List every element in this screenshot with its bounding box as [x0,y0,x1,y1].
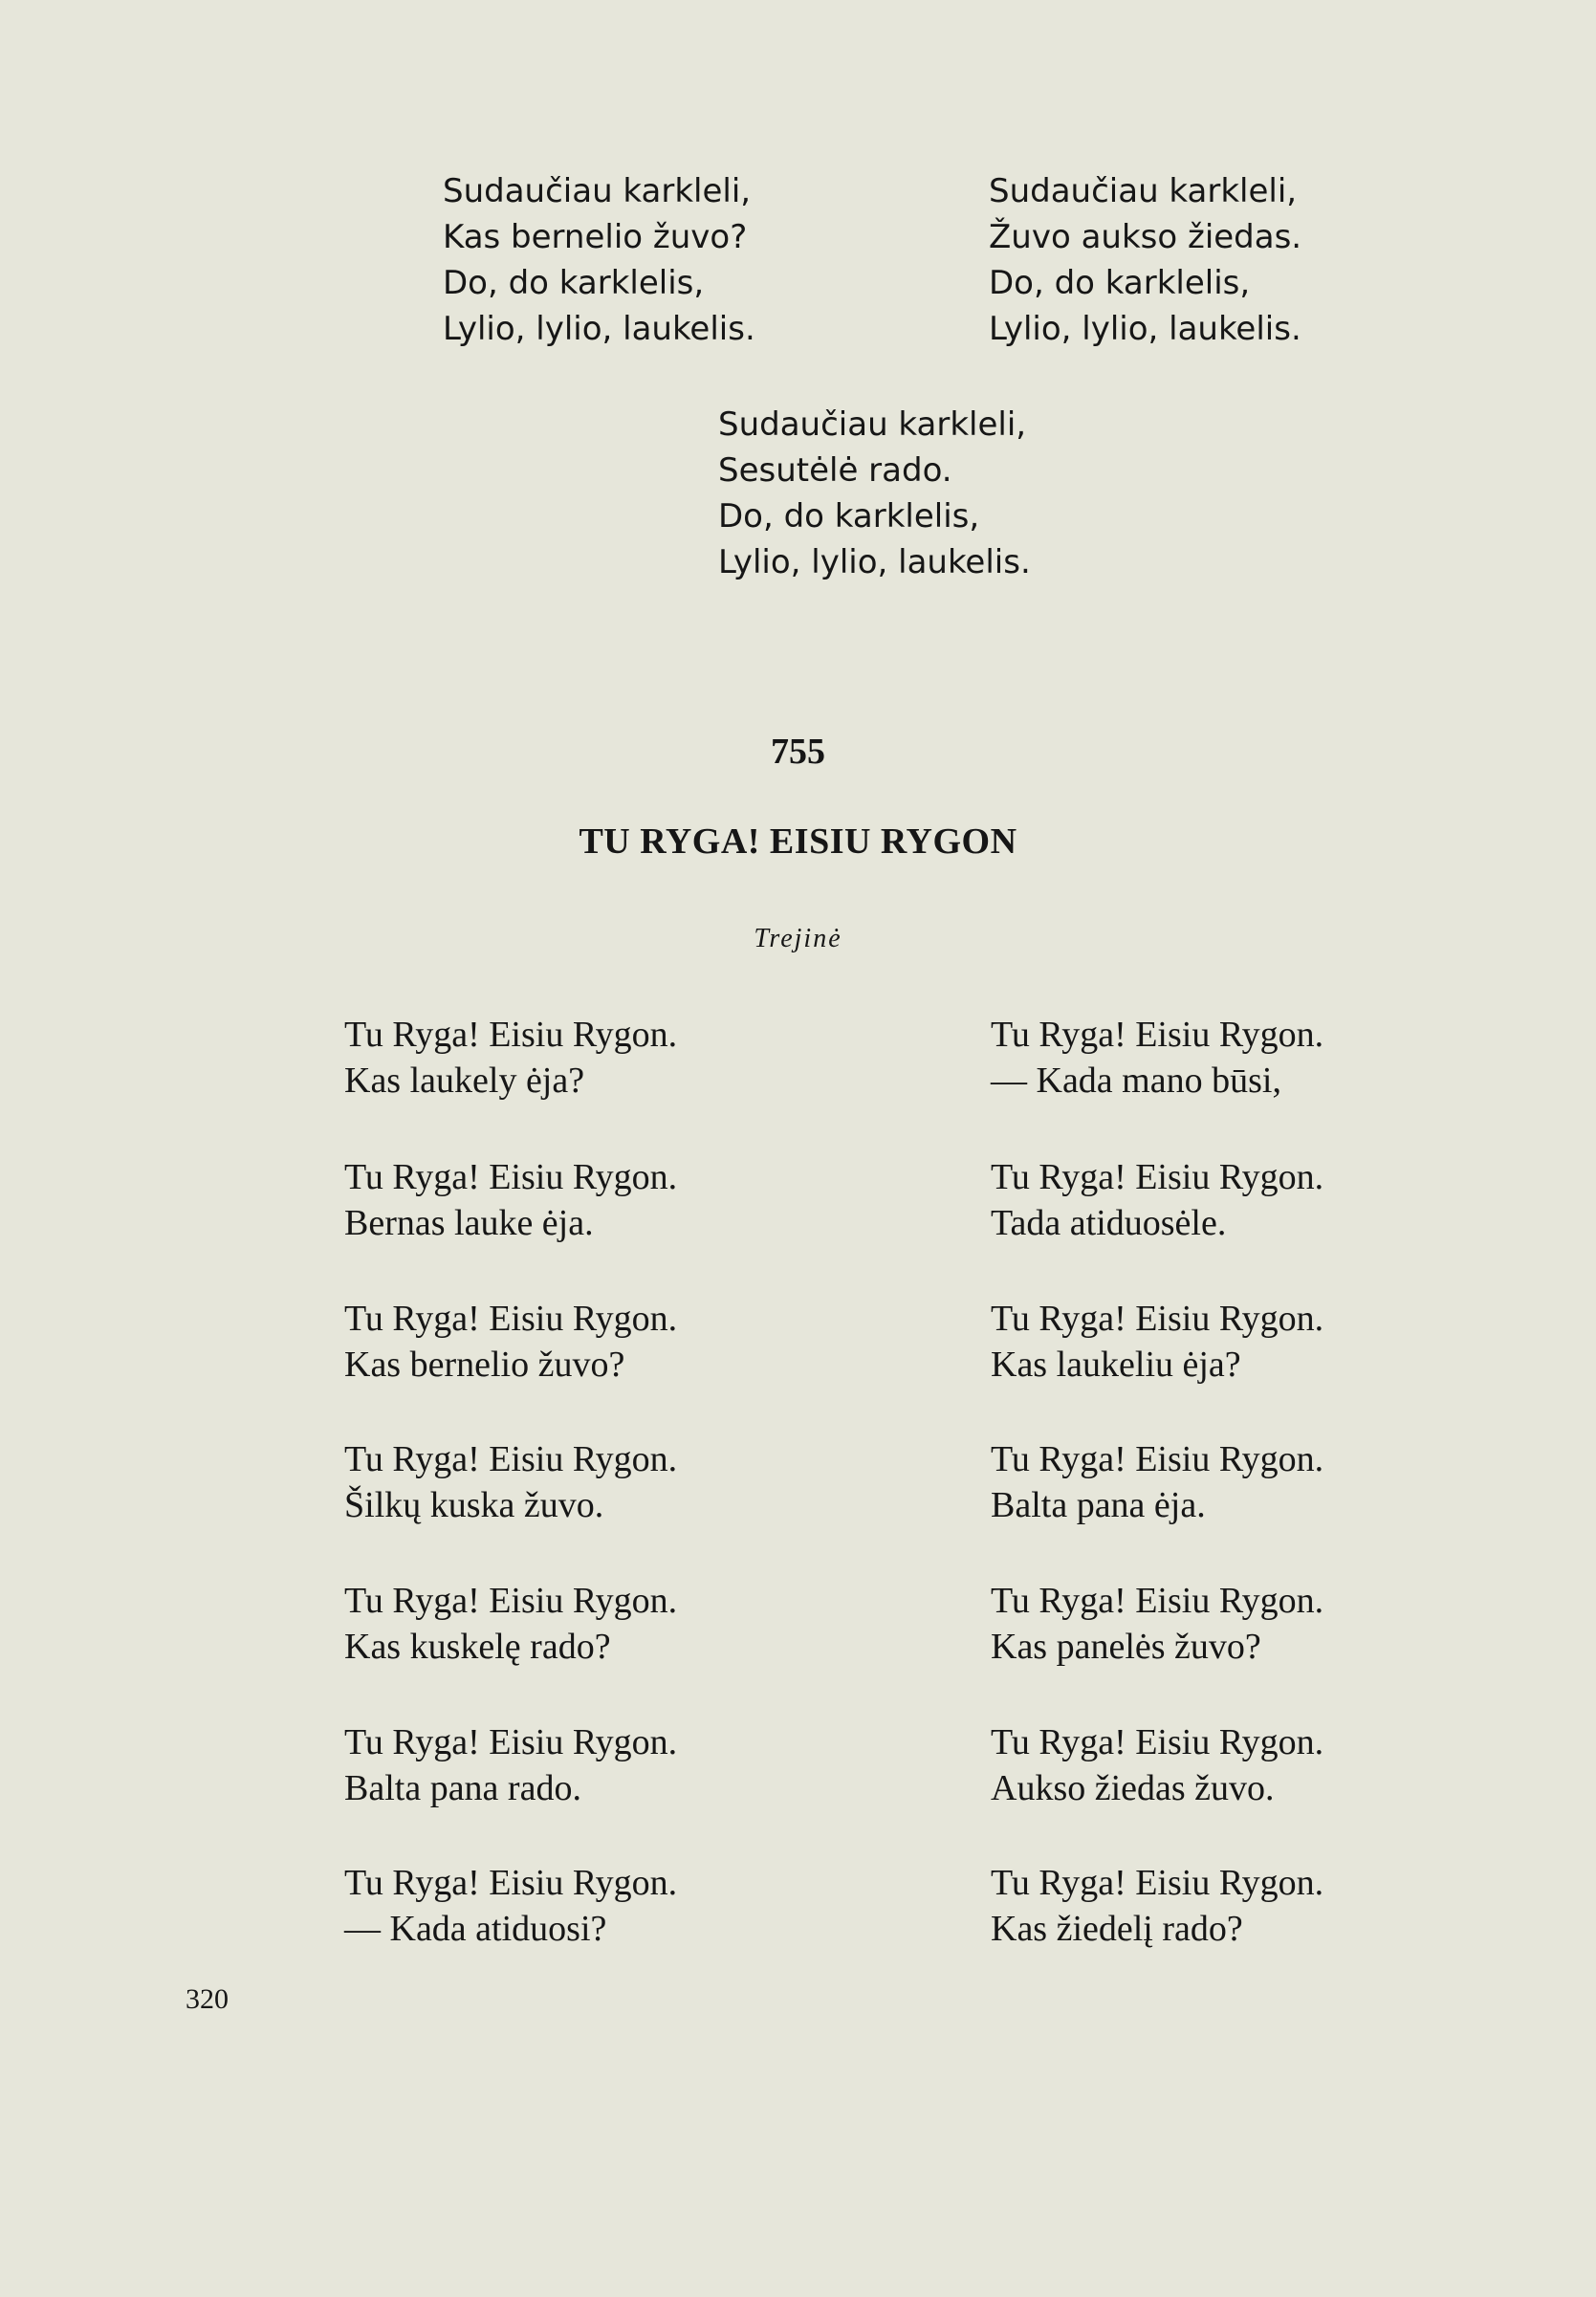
verse-line: Kas kuskelę rado? [344,1627,611,1667]
verse-line: Balta pana rado. [344,1768,581,1808]
verse-line: Sudaučiau karkleli, [989,172,1298,210]
top-stanza-3 [718,402,1031,585]
verse-line: Lylio, lylio, laukelis. [718,543,1031,581]
verse-line: Žuvo aukso žiedas. [989,218,1302,256]
song-number: 755 [771,732,825,772]
right-stanza-4 [991,1436,1323,1528]
verse-line: Tu Ryga! Eisiu Rygon. [991,1581,1324,1621]
verse-line: Bernas lauke ėja. [344,1203,594,1243]
verse-line: Tu Ryga! Eisiu Rygon. [991,1299,1324,1339]
verse-line: Tu Ryga! Eisiu Rygon. [344,1015,678,1055]
verse-line: Tu Ryga! Eisiu Rygon. [344,1863,678,1903]
verse-line: Do, do karklelis, [989,264,1251,302]
verse-line: Tu Ryga! Eisiu Rygon. [991,1015,1324,1055]
left-stanza-5 [344,1578,677,1670]
left-stanza-6 [344,1719,677,1811]
left-stanza-7 [344,1860,677,1952]
right-stanza-1 [991,1012,1323,1104]
verse-line: Tu Ryga! Eisiu Rygon. [344,1722,678,1762]
verse-line: Tu Ryga! Eisiu Rygon. [991,1439,1324,1479]
verse-line: Sudaučiau karkleli, [443,172,752,210]
right-stanza-6 [991,1719,1323,1811]
verse-line: Aukso žiedas žuvo. [991,1768,1275,1808]
right-stanza-3 [991,1296,1323,1388]
song-title: TU RYGA! EISIU RYGON [579,821,1017,862]
verse-line: Tu Ryga! Eisiu Rygon. [344,1439,678,1479]
left-stanza-4 [344,1436,677,1528]
verse-line: Tu Ryga! Eisiu Rygon. [991,1722,1324,1762]
right-stanza-2 [991,1154,1323,1246]
left-stanza-1 [344,1012,677,1104]
verse-line: Šilkų kuska žuvo. [344,1485,604,1525]
verse-line: Tu Ryga! Eisiu Rygon. [344,1581,678,1621]
verse-line: Tu Ryga! Eisiu Rygon. [991,1157,1324,1197]
top-stanza-1 [443,168,755,352]
verse-line: Tada atiduosėle. [991,1203,1227,1243]
verse-line: Tu Ryga! Eisiu Rygon. [344,1157,678,1197]
verse-line: Balta pana ėja. [991,1485,1206,1525]
verse-line: Do, do karklelis, [443,264,705,302]
verse-line: Kas bernelio žuvo? [443,218,748,256]
top-stanza-2 [989,168,1301,352]
verse-line: Sesutėlė rado. [718,451,952,490]
verse-line: Kas bernelio žuvo? [344,1345,625,1385]
right-stanza-5 [991,1578,1323,1670]
verse-line: Lylio, lylio, laukelis. [989,310,1301,348]
verse-line: Kas laukeliu ėja? [991,1345,1241,1385]
verse-line: Kas panelės žuvo? [991,1627,1261,1667]
verse-line: — Kada atiduosi? [344,1909,607,1949]
verse-line: Kas laukely ėja? [344,1061,585,1101]
verse-line: Tu Ryga! Eisiu Rygon. [344,1299,678,1339]
verse-line: Do, do karklelis, [718,497,980,536]
verse-line: Sudaučiau karkleli, [718,405,1027,444]
song-subtitle: Trejinė [754,924,842,953]
verse-line: — Kada mano būsi, [991,1061,1281,1101]
right-stanza-7 [991,1860,1323,1952]
verse-line: Lylio, lylio, laukelis. [443,310,755,348]
page-number: 320 [186,1983,229,2015]
left-stanza-2 [344,1154,677,1246]
left-stanza-3 [344,1296,677,1388]
verse-line: Kas žiedelį rado? [991,1909,1243,1949]
verse-line: Tu Ryga! Eisiu Rygon. [991,1863,1324,1903]
